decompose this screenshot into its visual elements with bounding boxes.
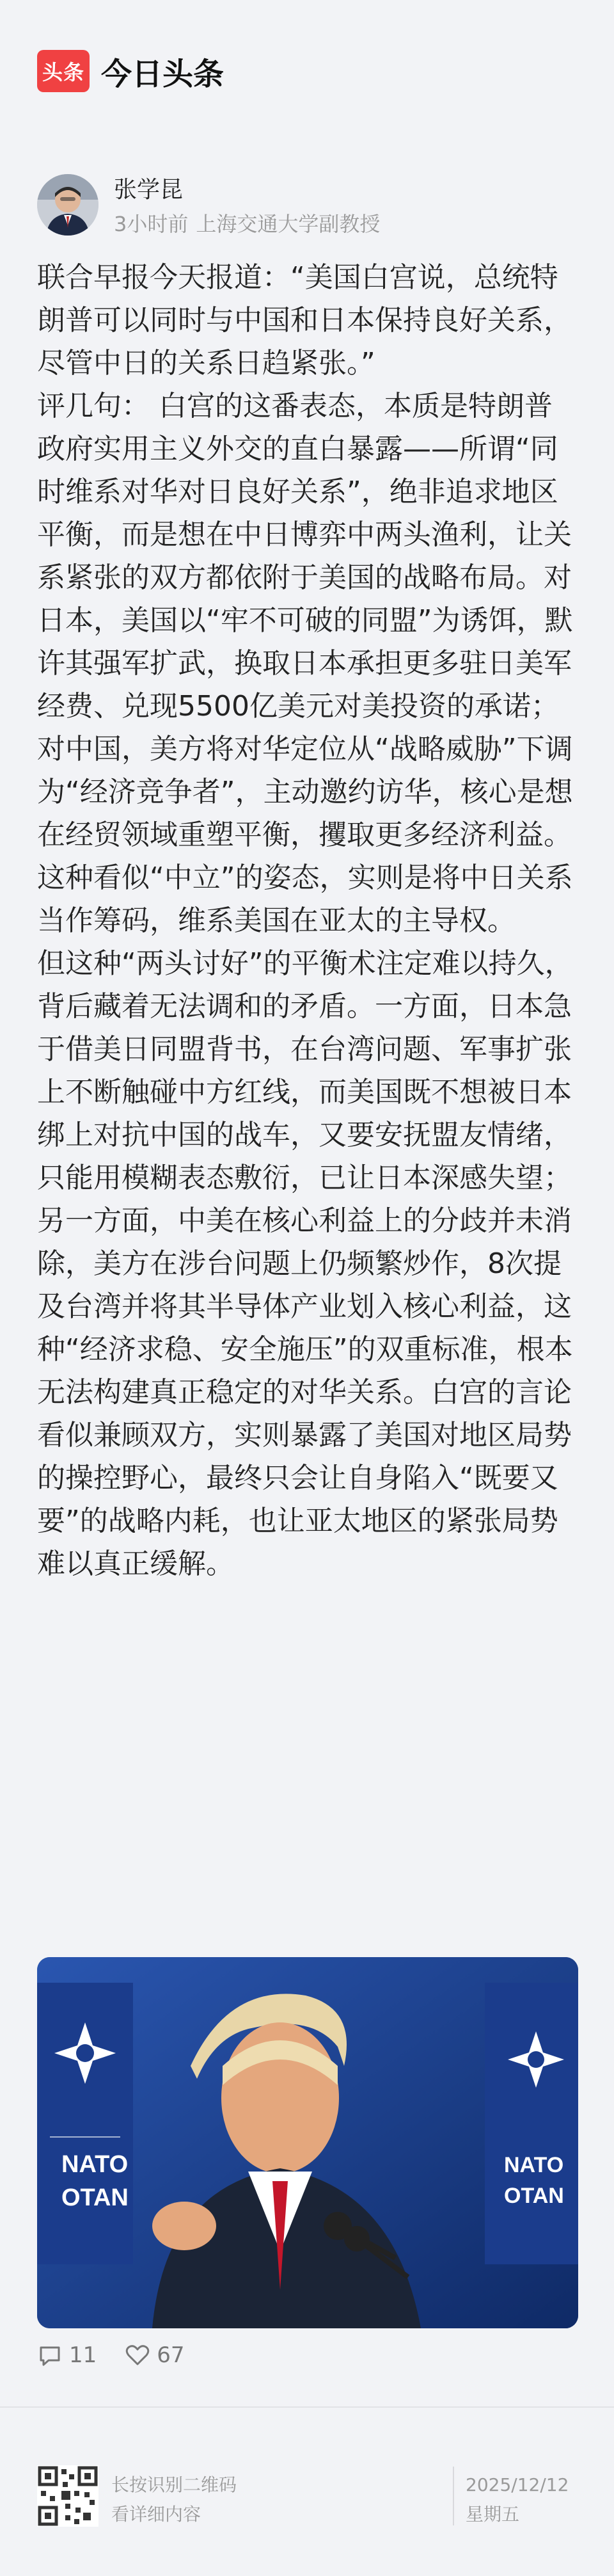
like-button[interactable] — [125, 2342, 184, 2368]
comment-count: 11 — [69, 2342, 97, 2368]
article-photo[interactable] — [37, 1957, 578, 2328]
nato-sign-right: NATO — [504, 2153, 564, 2177]
article-paragraph: 评几句： 白宫的这番表态，本质是特朗普政府实用主义外交的直白暴露——所谓“同时维系对华对日良好关系”，绝非追求地区平衡，而是想在中日博弈中两头渔利，让关系紧张的双方都依附于美国的战略布局。对日本，美国以“牢不可破的同盟”为诱饵，默许其强军扩武，换取日本承担更多驻日美军经费、兑现5500亿美元对美投资的承诺；对中国，美方将对华定位从“战略威胁”下调为“经济竞争者”，主动邀约访华，核心是想在经贸领域重塑平衡，攫取更多经济利益。这种看似“中立”的姿态，实则是将中日关系当作筹码，维系美国在亚太的主导权。 — [37, 390, 573, 937]
like-count: 67 — [157, 2342, 185, 2368]
author-meta — [114, 208, 380, 237]
qr-instructions — [111, 2470, 237, 2529]
heart-icon — [125, 2342, 150, 2368]
footer-divider — [0, 2406, 614, 2408]
article-paragraph: 联合早报今天报道：“美国白宫说，总统特朗普可以同时与中国和日本保持良好关系，尽管中日的关系日趋紧张。” — [37, 261, 572, 380]
date-block — [466, 2470, 569, 2529]
qr-line-2: 看详细内容 — [111, 2504, 201, 2525]
avatar-image — [37, 174, 98, 236]
author-avatar[interactable] — [37, 174, 98, 236]
nato-sign-left: NATO — [61, 2151, 129, 2178]
toutiao-logo: 头条 — [37, 50, 90, 92]
post-weekday: 星期五 — [466, 2504, 520, 2525]
post-time: 3小时前 — [114, 212, 189, 236]
app-name: 今日头条 — [101, 56, 224, 92]
engagement-stats — [37, 2342, 185, 2368]
otan-sign-left: OTAN — [61, 2184, 129, 2211]
article-body — [37, 256, 578, 1585]
comment-button[interactable] — [37, 2342, 97, 2368]
author-name[interactable]: 张学昆 — [114, 177, 184, 203]
author-header — [37, 172, 380, 237]
photo-image — [37, 1957, 578, 2328]
qr-code[interactable] — [37, 2465, 98, 2527]
article-paragraph: 但这种“两头讨好”的平衡术注定难以持久，背后藏着无法调和的矛盾。一方面，日本急于借美日同盟背书，在台湾问题、军事扩张上不断触碰中方红线，而美国既不想被日本绑上对抗中国的战车，又要安抚盟友情绪，只能用模糊表态敷衍，已让日本深感失望；另一方面，中美在核心利益上的分歧并未消除，美方在涉台问题上仍频繁炒作，8次提及台湾并将其半导体产业划入核心利益，这种“经济求稳、安全施压”的双重标准，根本无法构建真正稳定的对华关系。白宫的言论看似兼顾双方，实则暴露了美国对地区局势的操控野心，最终只会让自身陷入“既要又要”的战略内耗，也让亚太地区的紧张局势难以真正缓解。 — [37, 947, 573, 1580]
app-brand — [37, 50, 224, 92]
qr-code-icon — [37, 2465, 98, 2527]
qr-line-1: 长按识别二维码 — [111, 2474, 237, 2495]
footer-separator — [453, 2467, 454, 2525]
otan-sign-right: OTAN — [504, 2184, 564, 2208]
post-date: 2025/12/12 — [466, 2474, 569, 2495]
author-title: 上海交通大学副教授 — [196, 212, 381, 236]
comment-icon — [37, 2342, 63, 2368]
